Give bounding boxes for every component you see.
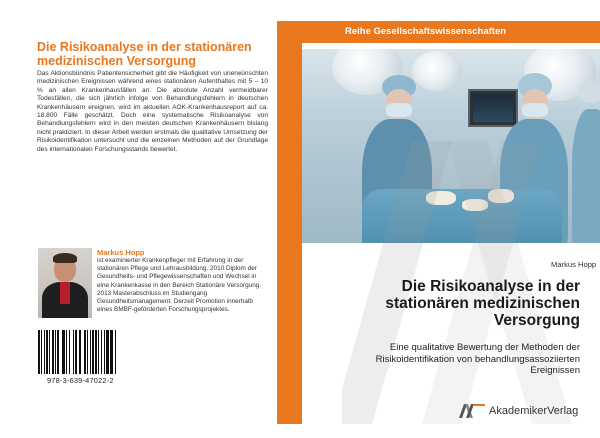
front-cover-subtitle [302, 342, 580, 377]
av-logo-icon [459, 404, 485, 418]
subtitle-line-1: Eine qualitative Bewertung der Methoden der [389, 342, 580, 353]
author-photo [38, 248, 92, 318]
front-title-line-1: Die Risikoanalyse in der [401, 278, 580, 295]
back-title-line-1: Die Risikoanalyse in der stationären [37, 40, 252, 54]
front-cover-title [302, 278, 580, 329]
front-cover [302, 21, 600, 424]
publisher [459, 404, 578, 418]
subtitle-line-2: Risikoidentifikation von behandlungsassoziierten [375, 353, 580, 365]
front-author-name: Markus Hopp [551, 260, 597, 269]
subtitle-line-3: Ereignissen [530, 365, 580, 376]
monitor [468, 89, 518, 127]
back-cover-title [37, 40, 267, 68]
isbn-number: 978-3-639-47022-2 [47, 376, 114, 385]
front-title-line-3: Versorgung [493, 312, 580, 329]
publisher-name: AkademikerVerlag [489, 405, 579, 417]
front-title-line-2: stationären medizinischen [385, 295, 580, 312]
author-bio: ist examinierter Krankenpfleger mit Erfahrung in der stationären Pflege und Lehrausbildung. 2010 Diplom der Gesundheits- und Pflegewissenschaften und Wechsel in eine Krankenkasse in den Bereich Stationäre Versorgung. 2013 Masterabschluss im Studiengang Gesundheitsmanagement. Derzeit Promotion innerhalb eines BMBF-geförderten Forschungsprojektes. [97, 257, 262, 314]
series-band [302, 21, 600, 43]
back-title-line-2: medizinischen Versorgung [37, 54, 197, 68]
isbn-barcode [38, 330, 146, 374]
series-title: Reihe Gesellschaftswissenschaften [345, 26, 507, 37]
back-author-name: Markus Hopp [97, 248, 145, 257]
book-spine [277, 21, 302, 424]
back-cover-abstract: Das Aktionsbündnis Patientensicherheit gibt die Häufigkeit von unerwünschten medizinischen Ereignissen während eines stationären Aufenthaltes mit 5 – 10 % an allen Krankenhausfällen an. Die absolute Anzahl vermeidbarer Todesfällen, die sich jährlich infolge von Behandlungsfehlern in deutschen Krankenhäusern ereignen, wird im aktuellen AOK-Krankenhausreport auf ca. 18.800 Fälle geschätzt. Doch eine systematische Risikoanalyse von Behandlungsfehlern wird in den meisten deutschen Krankenhäusern bislang nicht praktiziert. In dieser Arbeit werden erstmals die qualitative Umsetzung der Risikoidentifikation untersucht und die einzelnen Methoden auf der Grundlage des internationalen Forschungsstands bewertet. [37, 70, 268, 153]
